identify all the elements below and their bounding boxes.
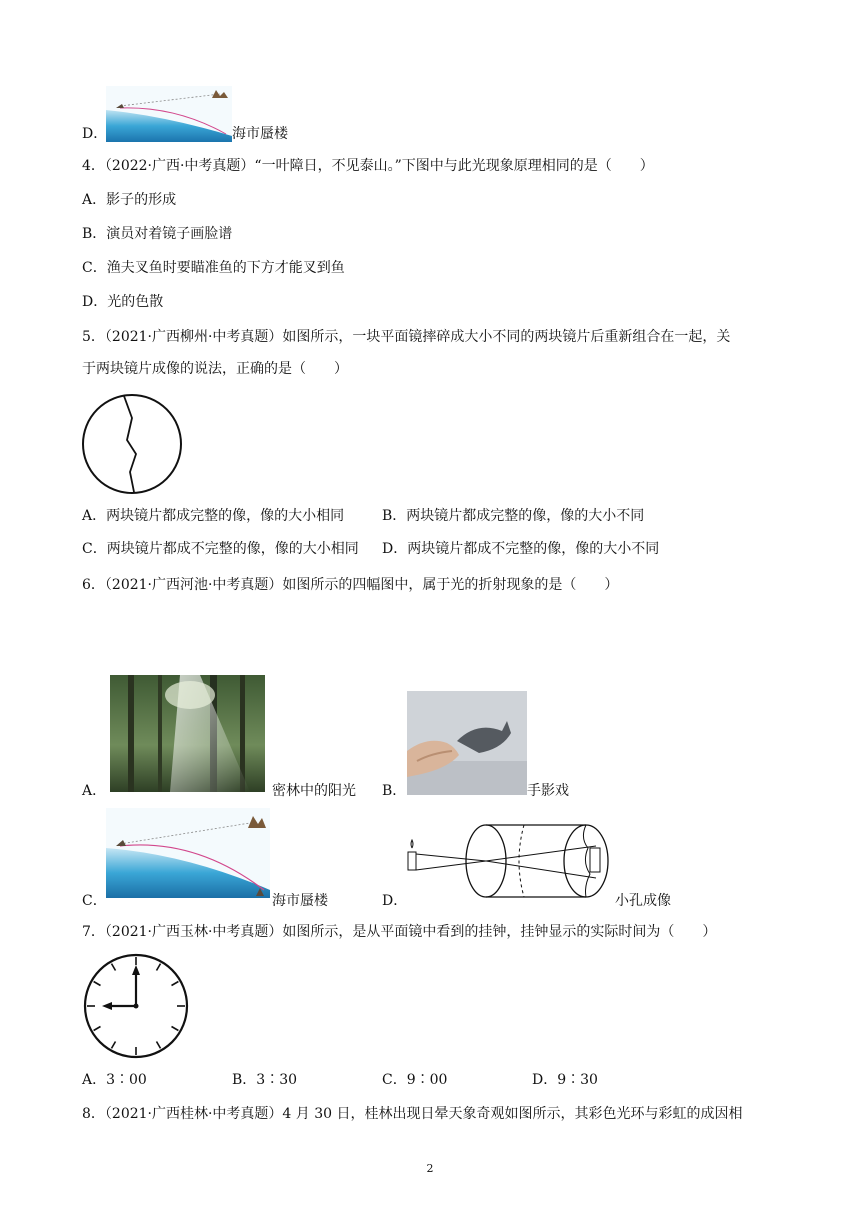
q6-stem: 6．（2021·广西河池·中考真题）如图所示的四幅图中，属于光的折射现象的是（ ） bbox=[82, 577, 619, 593]
mirror-clock-diagram bbox=[82, 952, 190, 1060]
q5-option-d: D．两块镜片都成不完整的像，像的大小不同 bbox=[382, 541, 660, 557]
mirage-image-top bbox=[106, 86, 232, 142]
q5-stem-line2: 于两块镜片成像的说法，正确的是（ ） bbox=[82, 361, 348, 377]
forest-sunlight-image bbox=[110, 675, 265, 792]
page-number: 2 bbox=[426, 1162, 434, 1175]
q7-option-d: D．9∶30 bbox=[532, 1072, 598, 1088]
pinhole-camera-diagram bbox=[404, 818, 616, 898]
q4-option-a: A．影子的形成 bbox=[82, 192, 177, 208]
hand-shadow-image bbox=[407, 691, 527, 795]
q8-stem: 8．（2021·广西桂林·中考真题）4 月 30 日，桂林出现日晕天象奇观如图所示，其彩色光环与彩虹的成因相 bbox=[82, 1106, 743, 1122]
q7-option-c: C．9∶00 bbox=[382, 1072, 448, 1088]
q5-stem-line1: 5．（2021·广西柳州·中考真题）如图所示，一块平面镜摔碎成大小不同的两块镜片后重新组合在一起，关 bbox=[82, 329, 731, 345]
q4-option-b: B．演员对着镜子画脸谱 bbox=[82, 226, 233, 242]
q7-stem: 7．（2021·广西玉林·中考真题）如图所示，是从平面镜中看到的挂钟，挂钟显示的实际时间为（ ） bbox=[82, 924, 717, 940]
q5-option-c: C．两块镜片都成不完整的像，像的大小相同 bbox=[82, 541, 359, 557]
q6-option-d-caption: 小孔成像 bbox=[615, 893, 671, 909]
q7-option-a: A．3∶00 bbox=[82, 1072, 147, 1088]
q4-option-c: C．渔夫叉鱼时要瞄准鱼的下方才能叉到鱼 bbox=[82, 260, 345, 276]
q6-option-c-label: C． bbox=[82, 893, 107, 909]
q6-option-a-caption: 密林中的阳光 bbox=[272, 783, 356, 799]
q5-option-b: B．两块镜片都成完整的像，像的大小不同 bbox=[382, 508, 645, 524]
q4-option-d: D．光的色散 bbox=[82, 294, 164, 310]
q7-option-b: B．3∶30 bbox=[232, 1072, 298, 1088]
q3-option-d-label: D． bbox=[82, 126, 108, 142]
mirage-image bbox=[106, 808, 270, 898]
q6-option-b-label: B． bbox=[382, 783, 407, 799]
q6-option-c-caption: 海市蜃楼 bbox=[272, 893, 328, 909]
q6-option-d-label: D． bbox=[382, 893, 408, 909]
q6-option-a-label: A． bbox=[82, 783, 107, 799]
broken-mirror-diagram bbox=[80, 392, 184, 496]
q3-option-d-caption: 海市蜃楼 bbox=[232, 126, 288, 142]
q5-option-a: A．两块镜片都成完整的像，像的大小相同 bbox=[82, 508, 345, 524]
q4-stem: 4．（2022·广西·中考真题）“一叶障日，不见泰山。”下图中与此光现象原理相同的是（ ） bbox=[82, 158, 654, 174]
q6-option-b-caption: 手影戏 bbox=[527, 783, 569, 799]
